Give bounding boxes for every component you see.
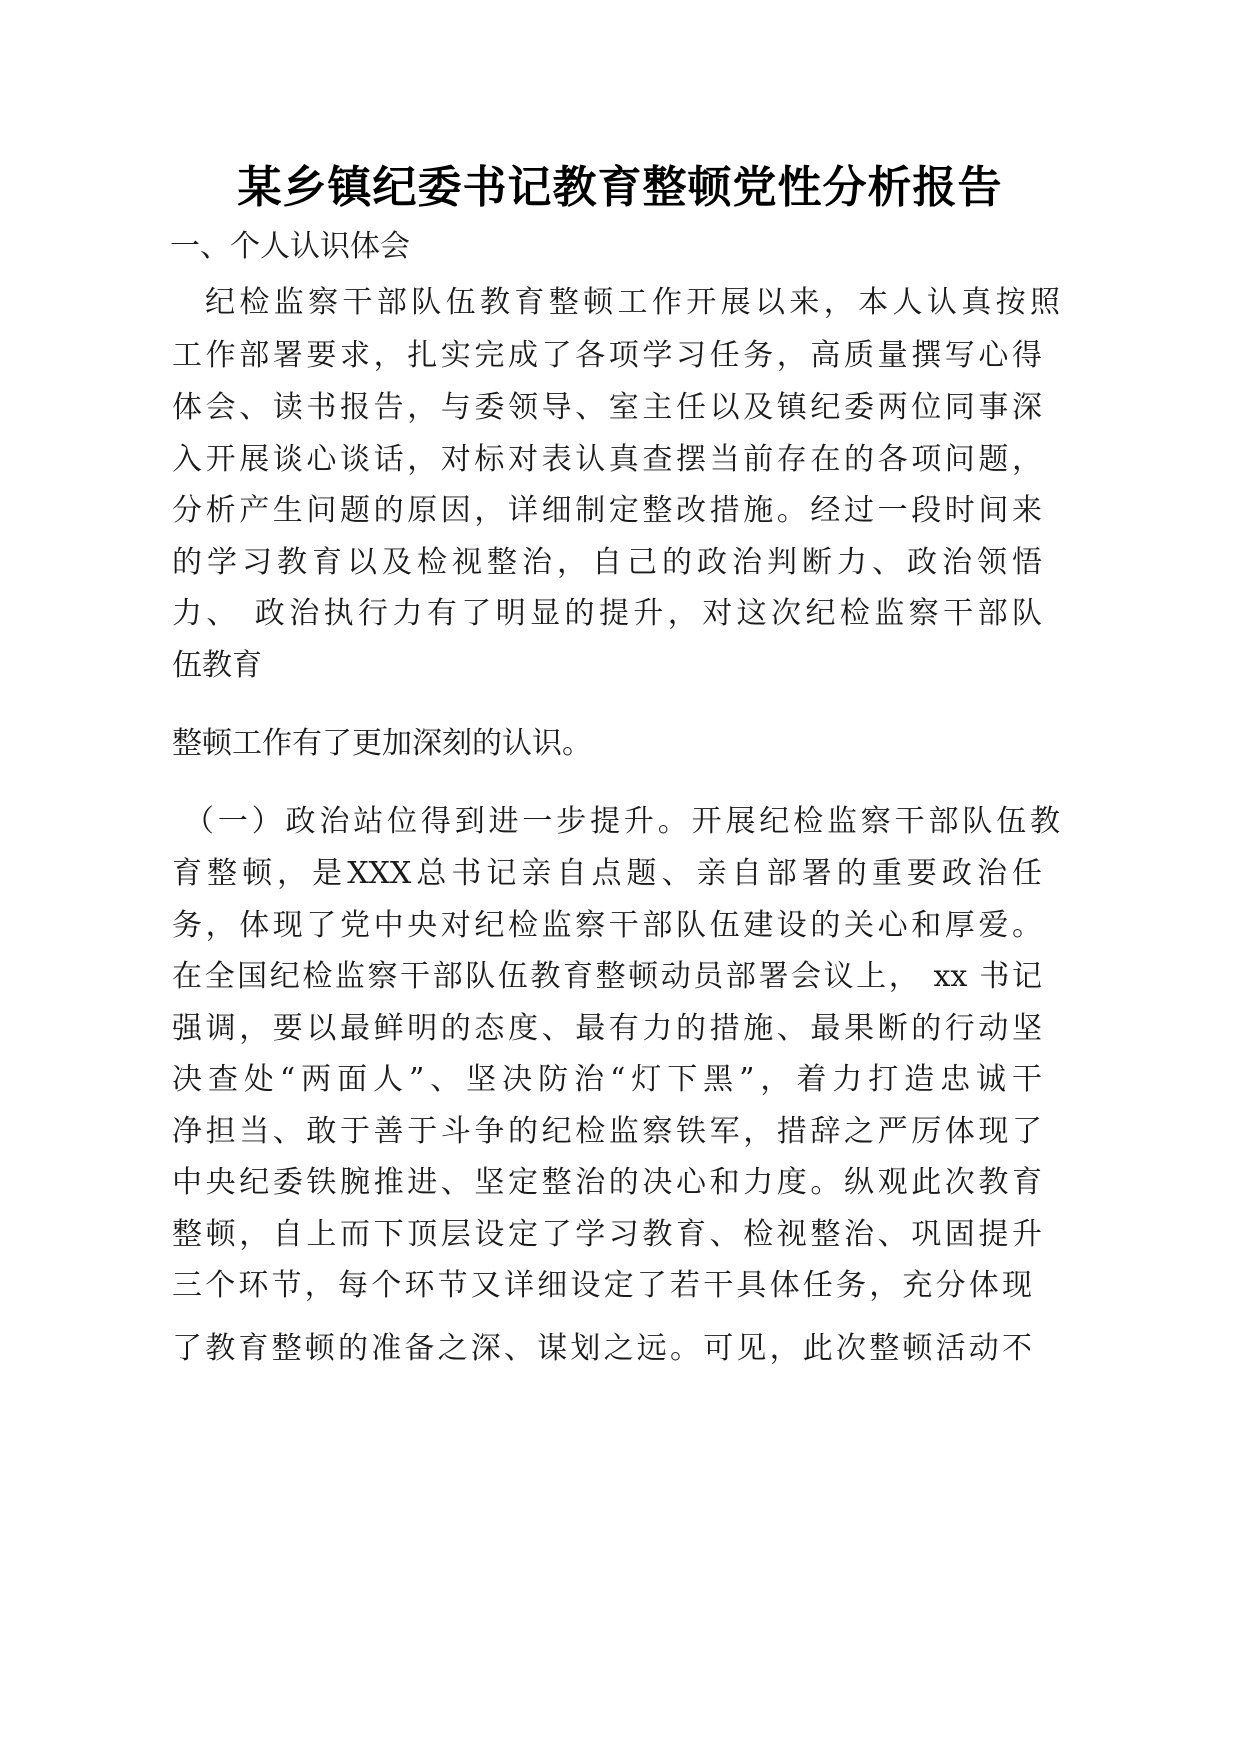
paragraph-line: 中央纪委铁腕推进、坚定整治的决心和力度。纵观此次教育 (172, 1165, 1042, 1200)
section-heading: 一、个人认识体会 (170, 229, 410, 264)
paragraph-line: 务，体现了党中央对纪检监察干部队伍建设的关心和厚爱。 (172, 908, 1042, 943)
paragraph-line: 整顿，自上而下顶层设定了学习教育、检视整治、巩固提升 (172, 1217, 1042, 1252)
paragraph-line: 三个环节，每个环节又详细设定了若干具体任务，充分体现 (172, 1268, 1032, 1303)
paragraph-line: 入开展谈心谈话，对标对表认真查摆当前存在的各项问题， (172, 442, 1042, 477)
paragraph-line: 纪检监察干部队伍教育整顿工作开展以来，本人认真按照 (205, 285, 1060, 320)
paragraph-line: 力、 政治执行力有了明显的提升，对这次纪检监察干部队 (172, 596, 1042, 631)
paragraph-line: （一）政治站位得到进一步提升。开展纪检监察干部队伍教 (184, 804, 1060, 839)
document-title: 某乡镇纪委书记教育整顿党性分析报告 (237, 162, 1003, 213)
paragraph-line: 的学习教育以及检视整治，自己的政治判断力、政治领悟 (172, 545, 1042, 580)
paragraph-line: 整顿工作有了更加深刻的认识。 (172, 726, 592, 761)
paragraph-line: 强调，要以最鲜明的态度、最有力的措施、最果断的行动坚 (172, 1011, 1042, 1046)
paragraph-line: 育整顿，是XXX总书记亲自点题、亲自部署的重要政治任 (172, 856, 1042, 891)
paragraph-line: 分析产生问题的原因，详细制定整改措施。经过一段时间来 (172, 493, 1042, 528)
paragraph-line: 在全国纪检监察干部队伍教育整顿动员部署会议上， xx 书记 (172, 959, 1042, 994)
paragraph-line: 体会、读书报告，与委领导、室主任以及镇纪委两位同事深 (172, 390, 1042, 425)
paragraph-line: 伍教育 (172, 648, 262, 683)
paragraph-line: 净担当、敢于善于斗争的纪检监察铁军，措辞之严厉体现了 (172, 1114, 1042, 1149)
paragraph-line: 了教育整顿的准备之深、谋划之远。可见，此次整顿活动不 (172, 1331, 1032, 1366)
paragraph-line: 决查处“两面人”、坚决防治“灯下黑”，着力打造忠诚干 (172, 1062, 1042, 1097)
paragraph-line: 工作部署要求，扎实完成了各项学习任务，高质量撰写心得 (172, 338, 1042, 373)
